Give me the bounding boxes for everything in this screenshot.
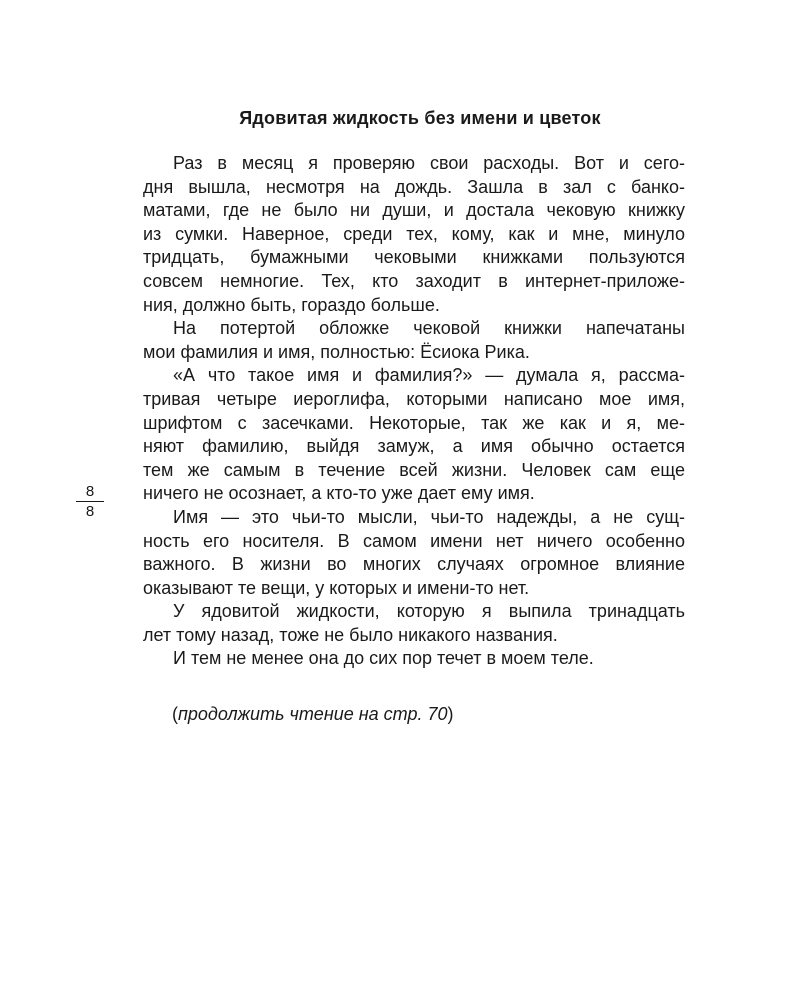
text-line: Раз в месяц я проверяю свои расходы. Вот и сего- xyxy=(173,153,685,173)
text-line: шрифтом с засечками. Некоторые, так же как и я, ме- xyxy=(143,412,685,433)
text-line: оказывают те вещи, у которых и имени-то нет. xyxy=(143,577,530,598)
page-number-bottom: 8 xyxy=(85,503,95,520)
page-number-divider xyxy=(76,501,104,502)
chapter-title: Ядовитая жидкость без имени и цветок xyxy=(239,108,601,128)
page-number-top: 8 xyxy=(85,483,95,500)
text-line: тридцать, бумажными чековыми книжками пользуются xyxy=(143,247,685,268)
continuation-text: продолжить чтение на стр. 70 xyxy=(178,704,448,724)
continuation-note[interactable] xyxy=(172,702,454,726)
text-line: У ядовитой жидкости, которую я выпила тринадцать xyxy=(173,601,685,622)
text-line: дня вышла, несмотря на дождь. Зашла в зал с банко- xyxy=(143,176,685,197)
text-line: тем же самым в течение всей жизни. Человек сам еще xyxy=(143,459,685,480)
text-line: няют фамилию, выйдя замуж, а имя обычно остается xyxy=(143,436,685,457)
text-line: из сумки. Наверное, среди тех, кому, как и мне, минуло xyxy=(143,223,685,244)
body-text xyxy=(143,152,685,671)
text-line: важного. В жизни во многих случаях огромное влияние xyxy=(143,554,685,575)
open-paren: ( xyxy=(172,704,178,724)
text-line: матами, где не было ни души, и достала чековую книжку xyxy=(143,200,685,221)
text-line: «А что такое имя и фамилия?» — думала я, рассма- xyxy=(173,365,685,386)
page-number xyxy=(76,483,104,520)
close-paren: ) xyxy=(447,704,454,724)
text-line: ния, должно быть, гораздо больше. xyxy=(143,294,440,315)
text-line: И тем не менее она до сих пор течет в моем теле. xyxy=(173,648,594,669)
text-line: лет тому назад, тоже не было никакого названия. xyxy=(143,624,558,645)
text-line: На потертой обложке чековой книжки напечатаны xyxy=(173,318,685,339)
text-line: ность его носителя. В самом имени нет ничего особенно xyxy=(143,530,685,551)
text-line: совсем немногие. Тех, кто заходит в интернет-приложе- xyxy=(143,270,685,291)
text-line: Имя — это чьи-то мысли, чьи-то надежды, а не сущ- xyxy=(173,506,685,527)
text-line: ничего не осознает, а кто-то уже дает ему имя. xyxy=(143,483,535,504)
text-line: тривая четыре иероглифа, которыми написано мое имя, xyxy=(143,388,685,409)
text-line: мои фамилия и имя, полностью: Ёсиока Рика. xyxy=(143,341,530,362)
